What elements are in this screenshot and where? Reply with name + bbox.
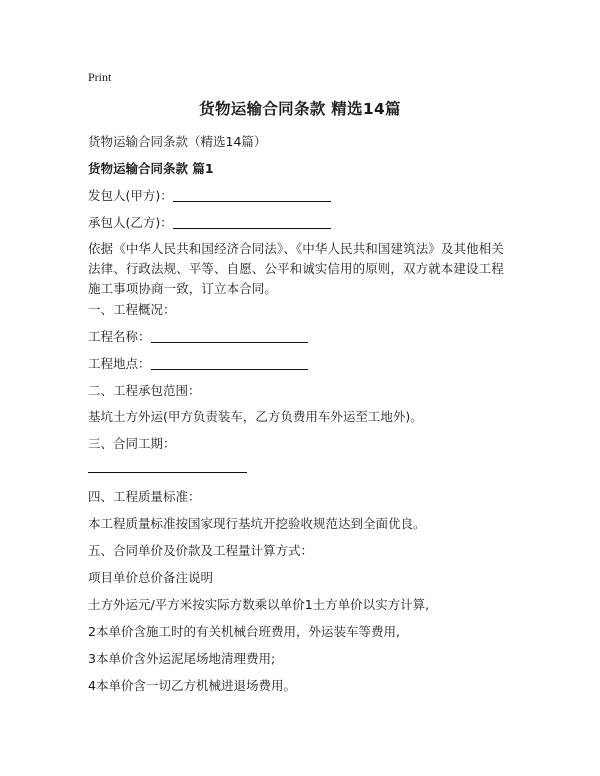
document-subtitle: 货物运输合同条款（精选14篇） (88, 134, 267, 149)
party-a-blank (173, 188, 331, 202)
project-location-label: 工程地点： (88, 356, 151, 371)
section-2-heading: 二、工程承包范围： (88, 383, 201, 398)
party-b-blank (173, 215, 331, 229)
document-title: 货物运输合同条款 精选14篇 (199, 100, 401, 118)
party-a-line (88, 187, 331, 205)
party-b-label: 承包人(乙方)： (88, 215, 173, 230)
section-5-line-2: 土方外运元/平方米按实际方数乘以单价1土方单价以实方计算, (88, 597, 430, 612)
party-b-line (88, 214, 331, 232)
section-heading: 货物运输合同条款 篇1 (88, 161, 214, 176)
section-3-heading: 三、合同工期： (88, 436, 176, 451)
project-name-label: 工程名称： (88, 329, 151, 344)
section-5-line-4: 3本单价含外运泥尾场地清理费用; (88, 651, 276, 666)
section-5-line-5: 4本单价含一切乙方机械进退场费用。 (88, 678, 296, 693)
section-2-text: 基坑土方外运(甲方负责装车，乙方负费用车外运至工地外)。 (88, 409, 423, 424)
party-a-label: 发包人(甲方)： (88, 188, 173, 203)
section-5-line-3: 2本单价含施工时的有关机械台班费用，外运装车等费用, (88, 624, 400, 639)
project-location-blank (151, 356, 308, 370)
intro-paragraph: 依据《中华人民共和国经济合同法》、《中华人民共和国建筑法》及其他相关法律、行政法规、平等、自愿、公平和诚实信用的原则，双方就本建设工程施工事项协商一致，订立本合同。 (88, 241, 504, 296)
project-name-line (88, 328, 308, 346)
section-1-heading: 一、工程概况： (88, 302, 176, 317)
project-location-line (88, 355, 308, 373)
contract-period-blank (88, 472, 247, 473)
project-name-blank (151, 329, 308, 343)
section-5-heading: 五、合同单价及价款及工程量计算方式： (88, 543, 314, 558)
print-label[interactable]: Print (88, 70, 112, 84)
section-4-heading: 四、工程质量标准： (88, 489, 201, 504)
section-5-line-1: 项目单价总价备注说明 (88, 570, 214, 585)
section-4-text: 本工程质量标准按国家现行基坑开挖验收规范达到全面优良。 (88, 516, 426, 531)
